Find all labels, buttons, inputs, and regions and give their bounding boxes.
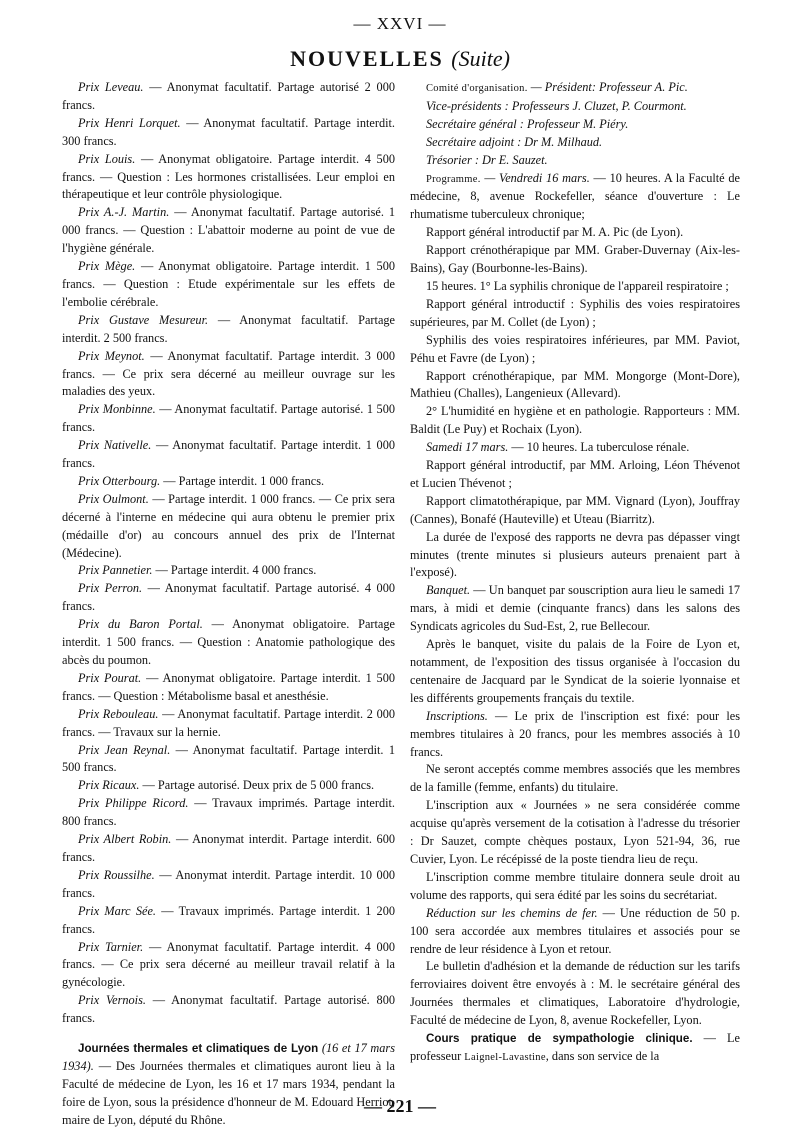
secretaire-adjoint: [410, 134, 740, 152]
paragraph: Après le banquet, visite du palais de la Foire de Lyon et, notamment, de l'exposition des tissus organisée à l'occasion du centenaire de Jacquard par le Syndicat de la soierie lyonnaise et les différents groupements français du textile.: [410, 637, 740, 705]
prix-name: Prix Albert Robin.: [78, 832, 172, 847]
journees-text: — Des Journées thermales et climatiques auront lieu à la Faculté de médecine de Lyon, les 16 et 17 mars 1934, pendant la foire de Lyon, sous la présidence d'honneur de M. Edouard Herriot, maire de Lyon, député du Rhône.: [62, 1058, 395, 1127]
prix-text: — Anonymat facultatif. Partage interdit. 2 500 francs.: [62, 312, 396, 345]
prix-name: Prix Roussilhe.: [78, 867, 155, 882]
prix-entry: [62, 670, 395, 706]
prix-entry: [62, 742, 395, 778]
prix-entry: [62, 204, 395, 258]
cours-label: Cours pratique de sympathologie clinique.: [426, 1032, 693, 1046]
prix-name: Prix Henri Lorquet.: [78, 115, 181, 130]
samedi-date: Samedi 17 mars.: [426, 440, 509, 455]
prix-list: [62, 79, 395, 1028]
programme-paragraph: [410, 170, 740, 225]
programme-label: Programme.: [426, 173, 481, 185]
programme-text: — 10 heures. A la Faculté de médecine, 8, avenue Rockefeller, séance d'ouverture : Le rhumatisme tuberculeux chronique;: [410, 170, 740, 222]
cours-paragraph: [410, 1030, 740, 1067]
prix-text: — Anonymat interdit. Partage interdit. 600 francs.: [62, 832, 395, 864]
left-column: [62, 79, 395, 1130]
prix-text: — Anonymat facultatif. Partage autorisé. 4 000 francs.: [62, 581, 395, 614]
journees-title: Journées thermales et climatiques de Lyon: [78, 1042, 319, 1056]
paragraph: Ne seront acceptés comme membres associés que les membres de la famille (femme, enfants) du titulaire.: [410, 762, 740, 795]
prix-entry: [62, 348, 395, 402]
prix-text: — Anonymat facultatif. Partage autorisé. 1 000 francs. — Question : L'abattoir moderne au point de vue de l'hygiène générale.: [62, 205, 395, 256]
prix-entry: [62, 992, 395, 1028]
prix-entry: [62, 491, 395, 563]
reduction-paragraph: [410, 905, 740, 959]
prix-text: — Anonymat obligatoire. Partage interdit. 1 500 francs. — Question : Etude expérimentale sur les effets de l'embolie cérébrale.: [62, 259, 395, 309]
reduction-label: Réduction sur les chemins de fer.: [426, 905, 598, 920]
prix-entry: [62, 312, 395, 348]
tresorier-text: Trésorier : Dr E. Sauzet.: [426, 152, 548, 167]
prix-name: Prix Pannetier.: [78, 563, 153, 578]
prix-entry: [62, 115, 395, 151]
programme-date: — Vendredi 16 mars.: [480, 170, 590, 185]
page-number: — 221 —: [364, 1096, 436, 1116]
inscriptions-label: Inscriptions.: [426, 708, 488, 723]
paragraph: Rapport général introductif par M. A. Pic (de Lyon).: [426, 225, 684, 240]
cours-text-2: , dans son service de la: [545, 1048, 660, 1063]
prix-name: Prix Philippe Ricord.: [78, 796, 189, 811]
prix-text: — Anonymat obligatoire. Partage interdit. 1 500 francs. — Question : Métabolisme basal et anesthésie.: [62, 670, 396, 703]
prix-name: Prix Tarnier.: [78, 939, 144, 954]
right-column: [410, 79, 740, 1067]
prix-text: — Anonymat facultatif. Partage autorisé 2 000 francs.: [62, 80, 395, 112]
prix-text: — Anonymat facultatif. Partage autorisé. 1 500 francs.: [62, 402, 395, 435]
prix-entry: [62, 939, 395, 993]
prix-text: — Anonymat facultatif. Partage interdit. 1 500 francs.: [62, 742, 396, 775]
prix-entry: [62, 795, 395, 831]
prix-text: — Anonymat interdit. Partage interdit. 10 000 francs.: [62, 867, 395, 900]
prix-text: — Travaux imprimés. Partage interdit. 1 200 francs.: [62, 903, 396, 936]
prix-entry: [62, 903, 395, 939]
prix-name: Prix Louis.: [78, 151, 136, 166]
comite-text: — Président: Professeur A. Pic.: [527, 80, 688, 94]
prix-name: Prix Leveau.: [78, 80, 144, 94]
prix-entry: [62, 777, 395, 795]
vice-text: Vice-présidents : Professeurs J. Cluzet, P. Courmont.: [426, 98, 687, 113]
paragraph: L'inscription aux « Journées » ne sera considérée comme acquise qu'après versement de la cotisation à l'adresse du trésorier : Dr Sauzet, compte chèques postaux, Lyon 521-94, 36, rue Cuvier, Lyon. Le récépissé de la poste tiendra lieu de reçu.: [410, 798, 740, 866]
prix-name: Prix Oulmont.: [78, 491, 149, 506]
paragraph: L'inscription comme membre titulaire donnera seule droit au volume des rapports, qui sera édité par les soins du secrétariat.: [410, 869, 740, 902]
paragraph: Rapport général introductif, par MM. Arloing, Léon Thévenot et Lucien Thévenot ;: [410, 458, 740, 490]
tresorier: [410, 152, 740, 170]
prix-name: Prix Monbinne.: [78, 402, 156, 417]
prix-text: — Anonymat facultatif. Partage interdit. 300 francs.: [62, 115, 395, 148]
prix-text: — Anonymat obligatoire. Partage interdit. 4 500 francs. — Question : Les hormones cristallisées. Leur emploi en thérapeutique et leur contrôle physiologique.: [62, 151, 395, 202]
secretaire-text: Secrétaire général : Professeur M. Piéry.: [426, 116, 629, 131]
prix-name: Prix Marc Sée.: [78, 903, 157, 918]
inscriptions-paragraph: [410, 708, 740, 762]
paragraph: 2° L'humidité en hygiène et en pathologie. Rapporteurs : MM. Baldit (Le Puy) et Rochaix (Lyon).: [410, 404, 740, 437]
prix-name: Prix Rebouleau.: [78, 706, 159, 721]
adjoint-text: Secrétaire adjoint : Dr M. Milhaud.: [426, 134, 603, 149]
prix-entry: [62, 151, 395, 205]
prix-text: — Anonymat facultatif. Partage interdit. 1 000 francs.: [62, 438, 396, 471]
samedi-paragraph: [410, 439, 740, 457]
section-title: [0, 46, 800, 72]
paragraph: Syphilis des voies respiratoires inférieures, par MM. Paviot, Péhu et Favre (de Lyon) ;: [410, 332, 740, 365]
comite-paragraph: [410, 79, 740, 98]
prix-name: Prix Otterbourg.: [78, 473, 161, 488]
comite-label: Comité d'organisation.: [426, 83, 528, 94]
prix-text: — Partage interdit. 1 000 francs. — Ce prix sera décerné à l'interne en médecine qui aura obtenu le premier prix (médaille d'or) au concours annuel des prix de l'Internat (Médecine).: [62, 491, 396, 560]
paragraph: La durée de l'exposé des rapports ne devra pas dépasser vingt minutes (trente minutes si plusieurs auteurs prenaient part à l'exposé).: [410, 529, 740, 580]
prix-text: — Anonymat obligatoire. Partage interdit. 1 500 francs. — Question : Anatomie pathologique des abcès du poumon.: [62, 617, 395, 667]
prix-text: — Partage interdit. 1 000 francs.: [160, 473, 325, 488]
inscriptions-text: — Le prix de l'inscription est fixé: pour les membres titulaires à 20 francs, pour les membres associés à 10 francs.: [410, 708, 740, 759]
samedi-text: — 10 heures. La tuberculose rénale.: [508, 440, 690, 455]
paragraph: Le bulletin d'adhésion et la demande de réduction sur les tarifs ferroviaires doivent être envoyés à : M. le secrétaire général des Journées thermales et climatiques, Laboratoire d'hydrologie, Faculté de médecine de Lyon, 8, avenue Rockefeller, Lyon.: [410, 959, 740, 1028]
prix-entry: [62, 258, 395, 312]
banquet-text: — Un banquet par souscription aura lieu le samedi 17 mars, à midi et demie (cinquante francs) dans les salons des Syndicats agricoles du Sud-Est, 2, rue Bellecour.: [410, 583, 740, 634]
prix-text: — Travaux imprimés. Partage interdit. 800 francs.: [62, 796, 396, 829]
page-roman-number: — XXVI —: [353, 14, 447, 33]
prix-name: Prix Nativelle.: [78, 438, 152, 453]
prix-entry: [62, 706, 395, 742]
prix-name: Prix Pourat.: [78, 670, 142, 685]
prix-entry: [62, 473, 395, 491]
prix-name: Prix Perron.: [78, 581, 143, 596]
prix-text: — Anonymat facultatif. Partage autorisé. 800 francs.: [62, 993, 395, 1026]
paragraph: 15 heures. 1° La syphilis chronique de l'appareil respiratoire ;: [426, 278, 729, 293]
prix-name: Prix Vernois.: [78, 993, 146, 1008]
title-suffix: (Suite): [451, 46, 510, 71]
prix-name: Prix Ricaux.: [78, 778, 140, 793]
prix-entry: [62, 79, 395, 115]
prix-text: — Anonymat facultatif. Partage interdit. 3 000 francs. — Ce prix sera décerné au meilleur ouvrage sur les maladies des yeux.: [62, 348, 395, 399]
banquet-paragraph: [410, 582, 740, 636]
prix-entry: [62, 562, 395, 580]
prix-entry: [62, 580, 395, 616]
paragraph: Rapport climatothérapique, par MM. Vignard (Lyon), Jouffray (Cannes), Bonafé (Hauteville) et Uteau (Biarritz).: [410, 493, 740, 526]
prix-name: Prix Meynot.: [78, 348, 145, 363]
prix-name: Prix Gustave Mesureur.: [78, 312, 209, 327]
paragraph: Rapport crénothérapique par MM. Graber-Duvernay (Aix-les-Bains), Gay (Bourbonne-les-Bains).: [410, 243, 740, 276]
paragraph: Rapport crénothérapique, par MM. Mongorge (Mont-Dore), Mathieu (Challes), Langenieux (Allevard).: [410, 368, 740, 401]
prix-text: — Partage interdit. 4 000 francs.: [152, 563, 317, 578]
prix-name: Prix Jean Reynal.: [78, 742, 171, 757]
prix-entry: [62, 867, 395, 903]
paragraph: Rapport général introductif : Syphilis des voies respiratoires supérieures, par M. Collet (de Lyon) ;: [410, 296, 740, 329]
prix-name: Prix du Baron Portal.: [78, 617, 203, 632]
vice-presidents: [410, 98, 740, 116]
prix-entry: [62, 616, 395, 670]
prix-text: — Anonymat facultatif. Partage interdit. 4 000 francs. — Ce prix sera décerné au meilleur travail relatif à la gynécologie.: [62, 939, 395, 990]
journees-dates: (16 et 17 mars 1934).: [62, 1041, 395, 1073]
secretaire-general: [410, 116, 740, 134]
cours-text-1: — Le professeur: [410, 1031, 740, 1063]
prix-text: — Anonymat facultatif. Partage interdit. 2 000 francs. — Travaux sur la hernie.: [62, 706, 396, 739]
banquet-label: Banquet.: [426, 583, 471, 598]
prix-name: Prix Mège.: [78, 259, 136, 274]
prix-entry: [62, 437, 395, 473]
title-text: NOUVELLES: [290, 46, 444, 71]
prix-name: Prix A.-J. Martin.: [78, 205, 170, 220]
cours-professor-name: Laignel-Lavastine: [464, 1051, 546, 1063]
prix-entry: [62, 401, 395, 437]
prix-text: — Partage autorisé. Deux prix de 5 000 francs.: [139, 778, 375, 793]
prix-entry: [62, 831, 395, 867]
reduction-text: — Une réduction de 50 p. 100 sera accordée aux membres titulaires et associés pour se rendre de leur résidence à Lyon et retour.: [410, 905, 740, 956]
